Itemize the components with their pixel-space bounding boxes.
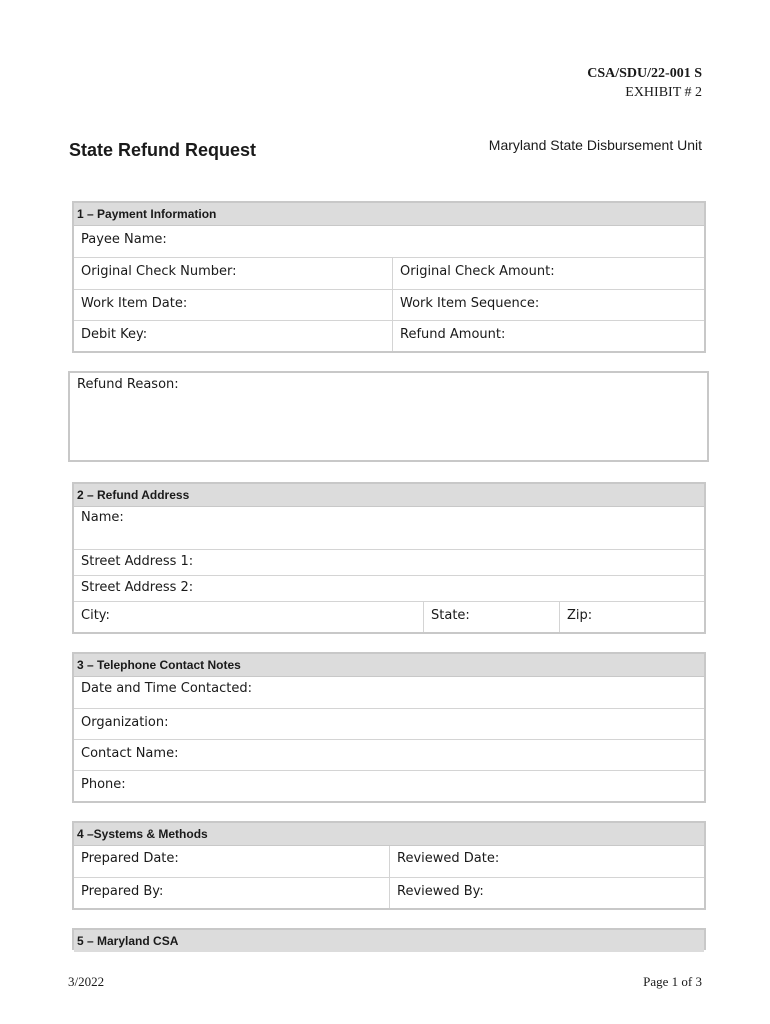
document-id [587, 64, 702, 102]
zip-field[interactable]: Zip: [559, 602, 704, 632]
section-refund-address [72, 482, 706, 634]
refund-amount-field[interactable]: Refund Amount: [392, 321, 704, 351]
original-check-number-field[interactable]: Original Check Number: [81, 264, 237, 279]
original-check-amount-field[interactable]: Original Check Amount: [392, 258, 704, 289]
work-item-date-field[interactable]: Work Item Date: [81, 296, 188, 311]
section-telephone-contact-notes [72, 652, 706, 803]
page-number: Page 1 of 3 [643, 974, 702, 989]
section-payment-information [72, 201, 706, 353]
section-heading: 2 – Refund Address [74, 484, 704, 507]
exhibit-number: EXHIBIT # 2 [625, 85, 702, 100]
section-heading: 3 – Telephone Contact Notes [74, 654, 704, 677]
footer-date: 3/2022 [68, 974, 105, 989]
street-address-1-field[interactable]: Street Address 1: [81, 554, 194, 569]
payee-name-field[interactable]: Payee Name: [81, 232, 167, 247]
date-time-contacted-field[interactable]: Date and Time Contacted: [81, 681, 252, 696]
name-field[interactable]: Name: [81, 510, 124, 525]
phone-field[interactable]: Phone: [81, 777, 126, 792]
section-heading: 5 – Maryland CSA [74, 930, 704, 952]
section-systems-methods [72, 821, 706, 910]
document-code: CSA/SDU/22-001 S [587, 66, 702, 81]
prepared-by-field[interactable]: Prepared By: [81, 884, 164, 899]
state-field[interactable]: State: [423, 602, 559, 632]
prepared-date-field[interactable]: Prepared Date: [81, 851, 179, 866]
reviewed-by-field[interactable]: Reviewed By: [389, 878, 704, 908]
agency-name: Maryland State Disbursement Unit [488, 137, 702, 153]
organization-field[interactable]: Organization: [81, 715, 169, 730]
contact-name-field[interactable]: Contact Name: [81, 746, 179, 761]
city-field[interactable]: City: [81, 608, 110, 623]
section-heading: 1 – Payment Information [74, 203, 704, 226]
reviewed-date-field[interactable]: Reviewed Date: [389, 846, 704, 877]
page-title: State Refund Request [69, 140, 257, 160]
work-item-sequence-field[interactable]: Work Item Sequence: [392, 290, 704, 320]
debit-key-field[interactable]: Debit Key: [81, 327, 148, 342]
refund-reason-box[interactable] [68, 371, 709, 462]
section-heading: 4 –Systems & Methods [74, 823, 704, 846]
refund-reason-label: Refund Reason: [77, 377, 179, 392]
street-address-2-field[interactable]: Street Address 2: [81, 580, 194, 595]
section-maryland-csa [72, 928, 706, 950]
